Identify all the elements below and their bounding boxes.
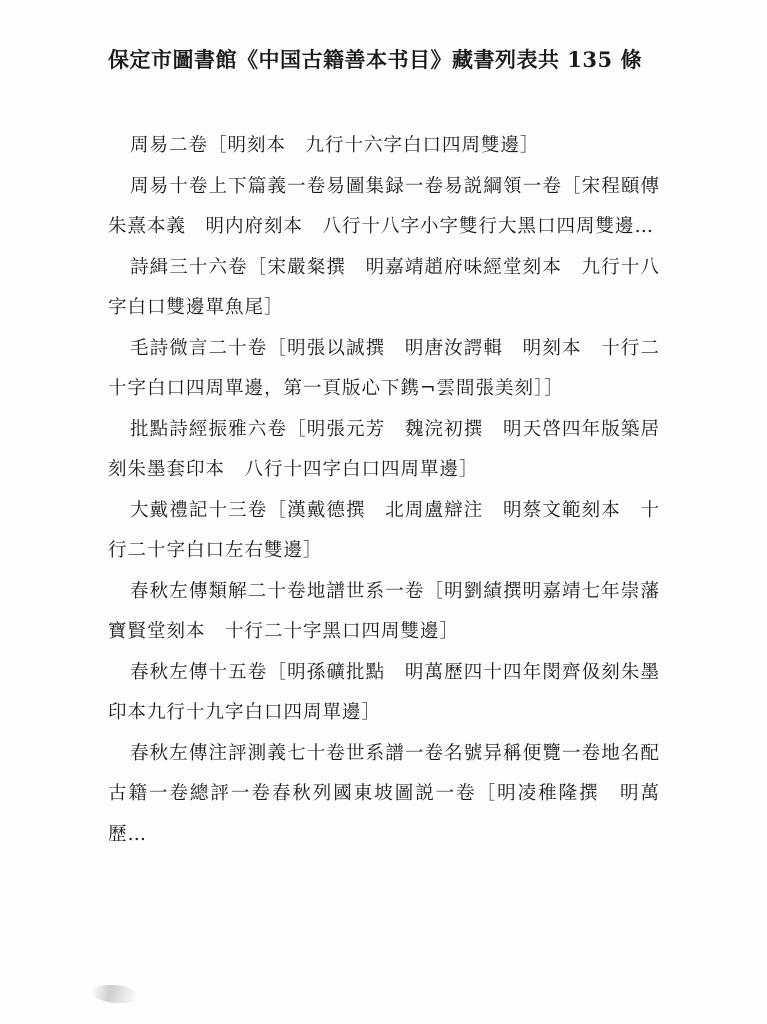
- catalog-entry: 春秋左傳類解二十卷地譜世系一卷［明劉績撰明嘉靖七年崇藩寶賢堂刻本 十行二十字黑口四周雙邊］: [108, 580, 660, 642]
- scan-smudge: [92, 985, 136, 1003]
- catalog-entry: 大戴禮記十三卷［漢戴德撰 北周盧辯注 明蔡文範刻本 十行二十字白口左右雙邊］: [108, 499, 660, 561]
- catalog-entry: 周易二卷［明刻本 九行十六字白口四周雙邊］: [130, 135, 540, 156]
- catalog-entry: 毛詩微言二十卷［明張以誠撰 明唐汝諤輯 明刻本 十行二十字白口四周單邊，第一頁版心下鎸¬雲間張美刻］］: [108, 337, 660, 399]
- catalog-entry-list: [108, 126, 660, 855]
- catalog-entry: 批點詩經振雅六卷［明張元芳 魏浣初撰 明天啓四年版築居刻朱墨套印本 八行十四字白口四周單邊］: [108, 418, 660, 480]
- catalog-entry: 春秋左傳注評測義七十卷世系譜一卷名號异稱便覽一卷地名配古籍一卷總評一卷春秋列國東坡圖説一卷［明凌稚隆撰 明萬歷…: [108, 742, 660, 845]
- catalog-entry: 春秋左傳十五卷［明孫礦批點 明萬歷四十四年閔齊伋刻朱墨印本九行十九字白口四周單邊］: [108, 661, 660, 723]
- catalog-entry: 詩緝三十六卷［宋嚴粲撰 明嘉靖趙府味經堂刻本 九行十八字白口雙邊單魚尾］: [108, 256, 660, 318]
- page-title: 保定市圖書館《中国古籍善本书目》藏書列表共 135 條: [108, 47, 642, 72]
- catalog-entry: 周易十卷上下篇義一卷易圖集録一卷易説綱領一卷［宋程頤傳朱熹本義 明内府刻本 八行十八字小字雙行大黑口四周雙邊…: [108, 175, 660, 237]
